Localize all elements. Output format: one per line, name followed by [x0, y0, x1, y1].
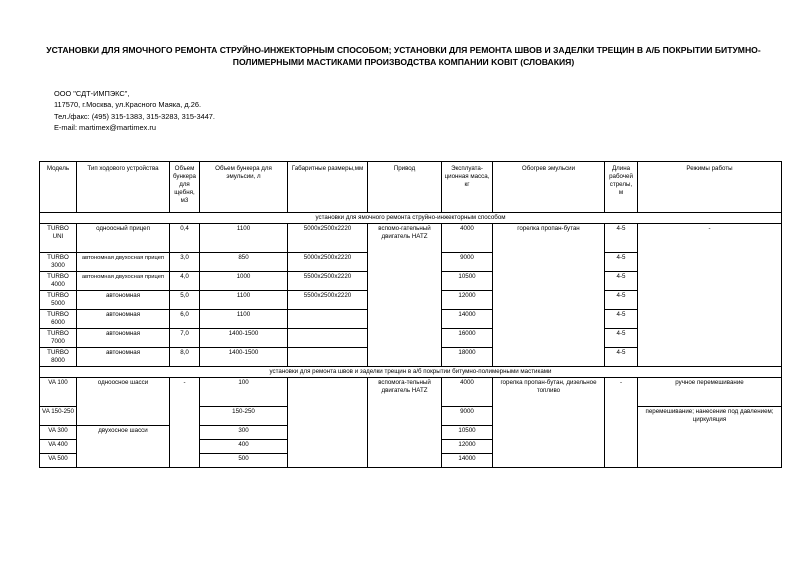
- company-email: E-mail: martimex@martimex.ru: [54, 123, 156, 133]
- company-address: 117570, г.Москва, ул.Красного Маяка, д.26.: [54, 100, 202, 110]
- cell-gravel: 6,0: [170, 310, 200, 329]
- cell-drive: вспомога-тельный двигатель HATZ: [368, 378, 442, 468]
- cell-boom: 4-5: [605, 272, 638, 291]
- cell-model: VA 400: [40, 440, 77, 454]
- cell-weight: 9000: [442, 407, 493, 426]
- section1-title: установки для ямочного ремонта струйно-инжекторным способом: [40, 213, 782, 224]
- cell-dimensions: [288, 310, 368, 329]
- cell-gravel: -: [170, 378, 200, 468]
- cell-dimensions: [288, 329, 368, 348]
- cell-heating: горелка пропан-бутан: [493, 224, 605, 367]
- cell-chassis: одноосное шасси: [77, 378, 170, 426]
- cell-model: VA 100: [40, 378, 77, 407]
- cell-emulsion: 1100: [200, 291, 288, 310]
- cell-weight: 10500: [442, 272, 493, 291]
- cell-dimensions: 5000х2500х2220: [288, 224, 368, 253]
- section2-title: установки для ремонта швов и заделки трещин в а/б покрытии битумно-полимерными мастиками: [40, 367, 782, 378]
- cell-dimensions: 5000х2500х2220: [288, 253, 368, 272]
- col-header-hopper-emulsion: Объем бункера для эмульсии, л: [200, 162, 288, 213]
- cell-model: VA 300: [40, 426, 77, 440]
- table-row: [40, 378, 782, 407]
- col-header-heating: Обогрев эмульсии: [493, 162, 605, 213]
- col-header-model: Модель: [40, 162, 77, 213]
- cell-gravel: 5,0: [170, 291, 200, 310]
- cell-weight: 18000: [442, 348, 493, 367]
- cell-weight: 4000: [442, 378, 493, 407]
- col-header-drive: Привод: [368, 162, 442, 213]
- cell-gravel: 7,0: [170, 329, 200, 348]
- col-header-chassis: Тип ходового устройства: [77, 162, 170, 213]
- company-name: ООО "СДТ-ИМПЭКС",: [54, 89, 130, 98]
- cell-weight: 14000: [442, 310, 493, 329]
- cell-emulsion: 150-250: [200, 407, 288, 426]
- cell-boom: 4-5: [605, 348, 638, 367]
- table-header-row: [40, 162, 782, 213]
- cell-emulsion: 100: [200, 378, 288, 407]
- cell-model: VA 150-250: [40, 407, 77, 426]
- cell-dimensions: [288, 348, 368, 367]
- table-row: [40, 224, 782, 253]
- cell-chassis: автономная: [77, 291, 170, 310]
- cell-chassis: двухосное шасси: [77, 426, 170, 468]
- cell-emulsion: 1100: [200, 310, 288, 329]
- cell-chassis: одноосный прицеп: [77, 224, 170, 253]
- cell-model: TURBO 6000: [40, 310, 77, 329]
- cell-gravel: 3,0: [170, 253, 200, 272]
- cell-chassis: автономная: [77, 348, 170, 367]
- cell-modes: ручное перемешивание: [638, 378, 782, 407]
- cell-model: VA 500: [40, 454, 77, 468]
- cell-model: TURBO 5000: [40, 291, 77, 310]
- cell-chassis: автономная двухосная прицеп: [77, 253, 170, 272]
- cell-boom: 4-5: [605, 291, 638, 310]
- cell-model: TURBO UNI: [40, 224, 77, 253]
- section-title-row: [40, 367, 782, 378]
- page-title: УСТАНОВКИ ДЛЯ ЯМОЧНОГО РЕМОНТА СТРУЙНО-ИНЖЕКТОРНЫМ СПОСОБОМ; УСТАНОВКИ ДЛЯ РЕМОНТА ШВОВ И ЗАДЕЛКИ ТРЕЩИН В А/Б ПОКРЫТИИ БИТУМНО-ПОЛИМЕРНЫМИ МАСТИКАМИ ПРОИЗВОДСТВА КОМПАНИИ KOBIT (СЛОВАКИЯ): [46, 45, 761, 67]
- col-header-boom: Длина рабочей стрелы, м: [605, 162, 638, 213]
- cell-emulsion: 1100: [200, 224, 288, 253]
- cell-emulsion: 1400-1500: [200, 329, 288, 348]
- cell-gravel: 4,0: [170, 272, 200, 291]
- col-header-dimensions: Габаритные размеры,мм: [288, 162, 368, 213]
- cell-heating: горелка пропан-бутан, дизельное топливо: [493, 378, 605, 468]
- cell-emulsion: 500: [200, 454, 288, 468]
- cell-chassis: автономная: [77, 329, 170, 348]
- company-info: [54, 88, 215, 134]
- col-header-weight: Эксплуата-ционная масса, кг: [442, 162, 493, 213]
- cell-dimensions: 5500х2500х2220: [288, 291, 368, 310]
- cell-drive: вспомо-гательный двигатель HATZ: [368, 224, 442, 367]
- cell-model: TURBO 8000: [40, 348, 77, 367]
- cell-modes: -: [638, 224, 782, 367]
- cell-model: TURBO 7000: [40, 329, 77, 348]
- cell-weight: 16000: [442, 329, 493, 348]
- cell-model: TURBO 4000: [40, 272, 77, 291]
- cell-boom: 4-5: [605, 253, 638, 272]
- cell-emulsion: 300: [200, 426, 288, 440]
- cell-boom: 4-5: [605, 310, 638, 329]
- col-header-hopper-gravel: Объем бункера для щебня, м3: [170, 162, 200, 213]
- cell-dimensions: [288, 378, 368, 468]
- cell-boom: 4-5: [605, 224, 638, 253]
- cell-weight: 12000: [442, 291, 493, 310]
- cell-modes: перемешивание; нанесение под давлением; циркуляция: [638, 407, 782, 468]
- cell-boom: 4-5: [605, 329, 638, 348]
- cell-emulsion: 1400-1500: [200, 348, 288, 367]
- cell-emulsion: 400: [200, 440, 288, 454]
- cell-weight: 12000: [442, 440, 493, 454]
- cell-weight: 9000: [442, 253, 493, 272]
- cell-dimensions: 5500х2500х2220: [288, 272, 368, 291]
- cell-weight: 4000: [442, 224, 493, 253]
- products-table: [39, 161, 782, 468]
- cell-chassis: автономная двухосная прицеп: [77, 272, 170, 291]
- cell-weight: 10500: [442, 426, 493, 440]
- section-title-row: [40, 213, 782, 224]
- cell-gravel: 0,4: [170, 224, 200, 253]
- cell-model: TURBO 3000: [40, 253, 77, 272]
- cell-emulsion: 1000: [200, 272, 288, 291]
- cell-boom: -: [605, 378, 638, 468]
- cell-emulsion: 850: [200, 253, 288, 272]
- cell-gravel: 8,0: [170, 348, 200, 367]
- cell-chassis: автономная: [77, 310, 170, 329]
- company-phone: Тел./факс: (495) 315-1383, 315-3283, 315-3447.: [54, 111, 215, 121]
- col-header-modes: Режимы работы: [638, 162, 782, 213]
- cell-weight: 14000: [442, 454, 493, 468]
